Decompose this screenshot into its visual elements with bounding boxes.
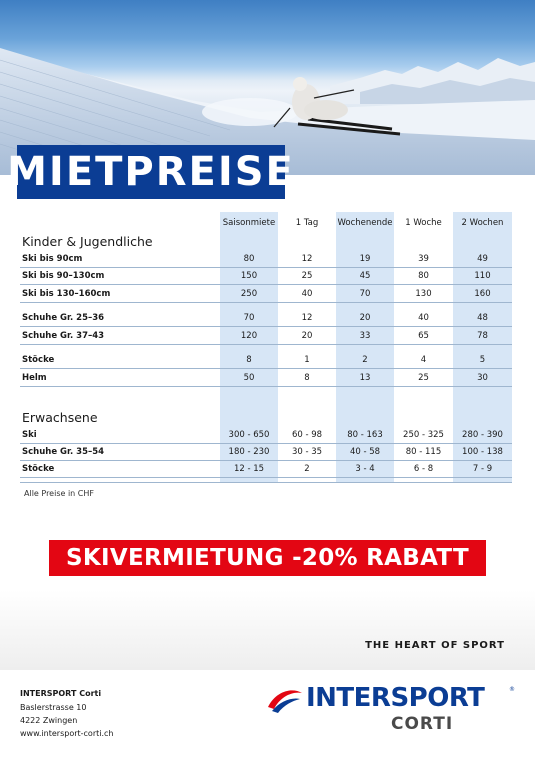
table-row [20,370,512,387]
column-header: 1 Tag [295,218,319,228]
table-row [20,251,512,268]
price-cell: 40 - 58 [349,447,381,457]
skier-image [268,72,408,142]
price-cell: 1 [304,355,310,365]
page-title-text: MIETPREISE [7,149,295,195]
price-cell: 150 [240,271,258,281]
intersport-swoosh-icon [266,687,304,713]
row-label: Ski bis 130–160cm [22,289,111,299]
price-cell: 40 [418,313,429,323]
price-cell: 49 [477,254,488,264]
promo-text: SKIVERMIETUNG -20% RABATT [66,545,469,571]
price-cell: 250 [240,289,258,299]
table-row [20,310,512,327]
table-row [20,427,512,444]
address-city: 4222 Zwingen [20,716,78,725]
row-label: Stöcke [22,464,55,474]
row-label: Stöcke [22,355,55,365]
price-cell: 48 [477,313,488,323]
price-cell: 39 [418,254,429,264]
price-cell: 33 [359,331,371,341]
price-cell: 8 [304,373,310,383]
price-cell: 40 [301,289,313,299]
price-cell: 20 [359,313,371,323]
price-cell: 70 [243,313,255,323]
price-cell: 250 - 325 [403,430,444,440]
price-cell: 78 [477,331,488,341]
address-company: INTERSPORT Corti [20,689,102,698]
price-cell: 80 [243,254,255,264]
table-row [20,352,512,369]
price-cell: 6 - 8 [413,464,434,474]
price-cell: 110 [474,271,491,281]
price-cell: 12 - 15 [233,464,265,474]
price-cell: 80 [418,271,429,281]
intersport-logo [266,683,518,743]
table-bottom-border [20,482,512,483]
column-header: 1 Woche [405,218,442,228]
price-cell: 2 [362,355,368,365]
table-row [20,328,512,345]
price-cell: 65 [418,331,429,341]
price-cell: 8 [246,355,252,365]
column-header: Wochenende [337,218,393,228]
price-cell: 20 [301,331,313,341]
price-cell: 30 - 35 [291,447,323,457]
price-cell: 30 [477,373,488,383]
logo-wordmark: INTERSPORT [306,683,485,713]
row-label: Ski bis 90cm [22,254,83,264]
price-cell: 80 - 163 [347,430,383,440]
row-label: Schuhe Gr. 25–36 [22,313,105,323]
price-cell: 120 [240,331,258,341]
section-title-kinder: Kinder & Jugendliche [22,234,153,249]
price-cell: 19 [359,254,371,264]
currency-note: Alle Preise in CHF [24,489,94,498]
price-cell: 70 [359,289,371,299]
price-cell: 180 - 230 [228,447,270,457]
price-cell: 12 [301,313,313,323]
price-cell: 13 [359,373,371,383]
row-label: Ski bis 90–130cm [22,271,105,281]
table-row [20,444,512,461]
price-cell: 160 [474,289,491,299]
price-cell: 4 [420,355,427,365]
price-cell: 45 [359,271,371,281]
section-title-erwachsene: Erwachsene [22,410,98,425]
row-label: Schuhe Gr. 35–54 [22,447,105,457]
price-cell: 12 [301,254,313,264]
promo-banner [49,540,486,576]
price-cell: 100 - 138 [462,447,503,457]
page-title [7,145,295,199]
price-cell: 80 - 115 [405,447,442,457]
row-label: Ski [22,430,37,440]
registered-mark: ® [509,686,515,693]
price-cell: 3 - 4 [355,464,375,474]
price-cell: 300 - 650 [228,430,270,440]
address-street: Baslerstrasse 10 [20,703,87,712]
price-cell: 25 [301,271,313,281]
price-cell: 25 [418,373,429,383]
column-header: 2 Wochen [461,218,504,228]
price-cell: 5 [479,355,486,365]
row-label: Helm [22,373,47,383]
column-header: Saisonmiete [222,218,276,228]
table-row [20,268,512,285]
tagline: THE HEART OF SPORT [365,640,505,651]
logo-subtitle: CORTI [391,714,454,734]
price-cell: 130 [415,289,432,299]
price-cell: 2 [304,464,310,474]
price-cell: 280 - 390 [462,430,503,440]
price-cell: 7 - 9 [472,464,493,474]
table-row [20,286,512,303]
website-link[interactable]: www.intersport-corti.ch [20,729,114,738]
row-label: Schuhe Gr. 37–43 [22,331,105,341]
price-cell: 50 [243,373,255,383]
table-row [20,461,512,478]
background-fade [0,590,535,670]
price-cell: 60 - 98 [291,430,323,440]
